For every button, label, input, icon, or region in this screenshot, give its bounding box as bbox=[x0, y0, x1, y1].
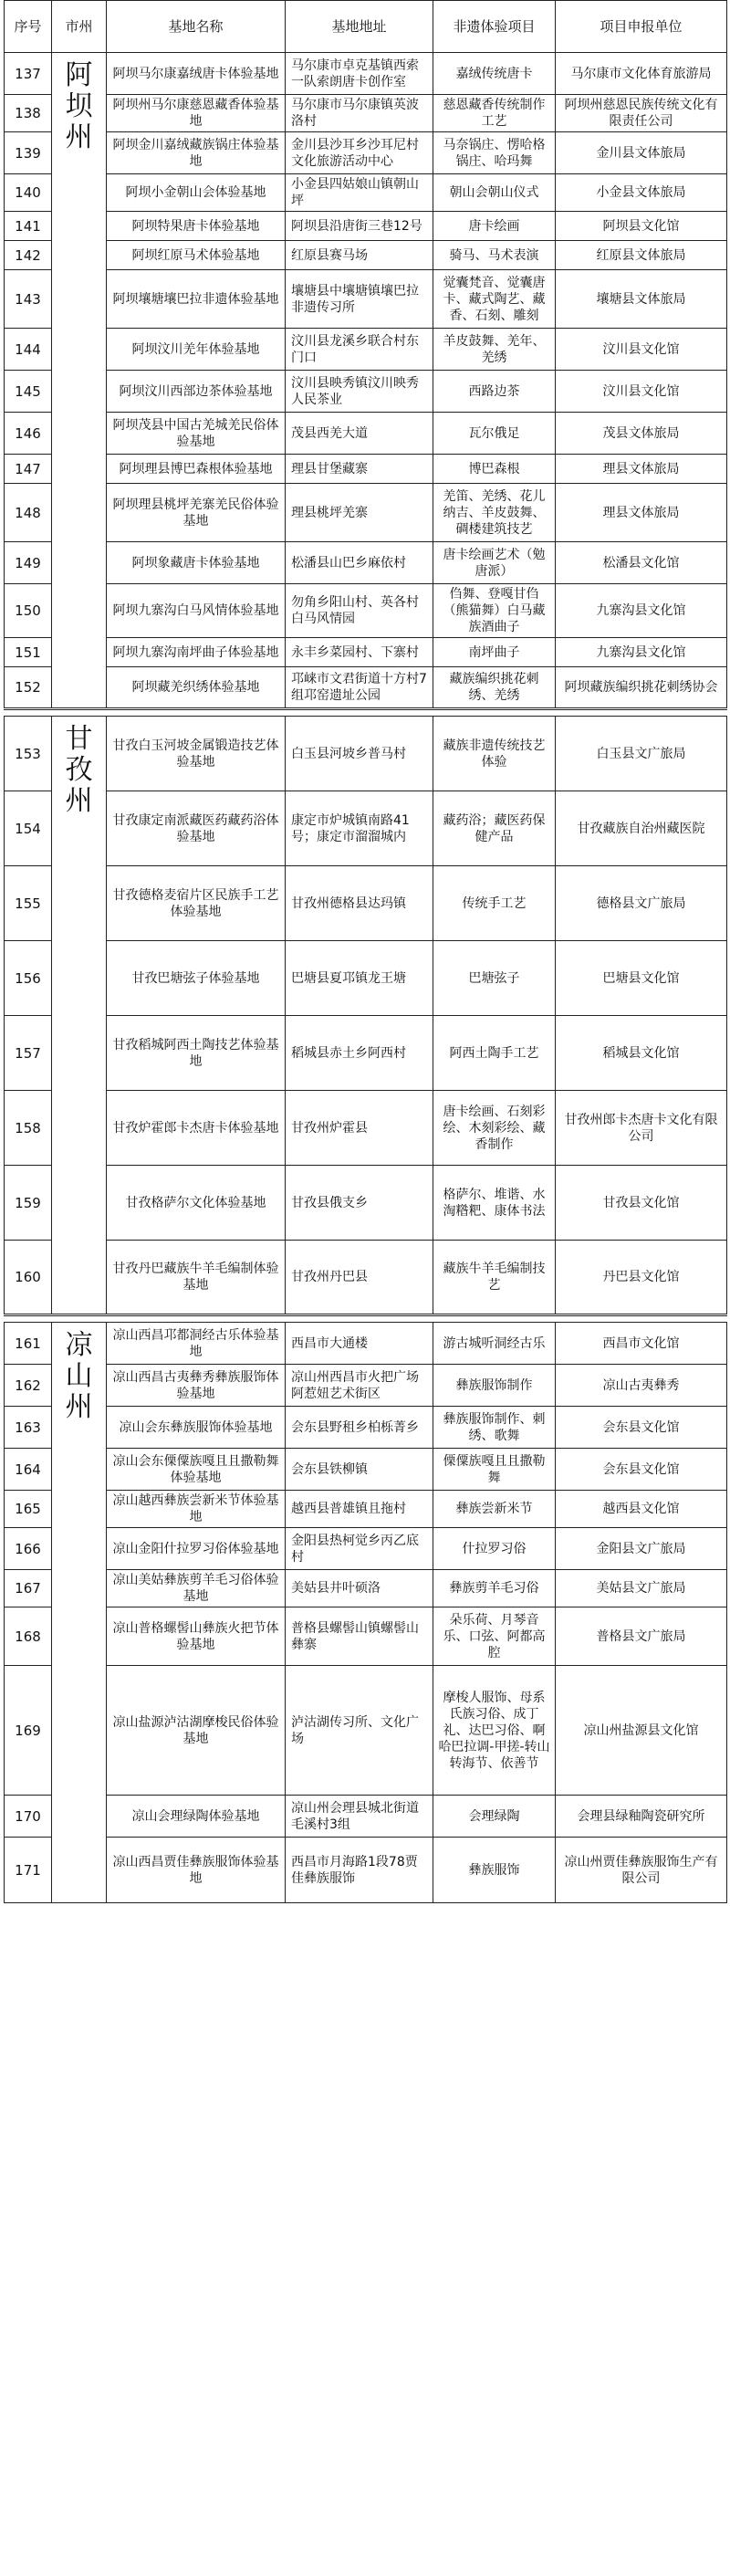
base-name: 甘孜稻城阿西土陶技艺体验基地 bbox=[107, 1016, 286, 1091]
base-name: 阿坝九寨沟南坪曲子体验基地 bbox=[107, 638, 286, 667]
base-name: 阿坝九寨沟白马风情体验基地 bbox=[107, 584, 286, 638]
heritage-project: 藏族非遗传统技艺体验 bbox=[433, 717, 556, 791]
base-name: 阿坝壤塘壤巴拉非遗体验基地 bbox=[107, 270, 286, 329]
heritage-project: 觉囊梵音、觉囊唐卡、藏式陶艺、藏香、石刻、雕刻 bbox=[433, 270, 556, 329]
row-number: 144 bbox=[5, 329, 52, 371]
heritage-project: 㑇舞、登嘎甘㑇（熊猫舞）白马藏族酒曲子 bbox=[433, 584, 556, 638]
base-name: 阿坝汶川西部边茶体验基地 bbox=[107, 371, 286, 413]
base-address: 理县甘堡藏寨 bbox=[286, 455, 433, 484]
table-row bbox=[5, 174, 727, 212]
row-number: 168 bbox=[5, 1607, 52, 1666]
base-name: 阿坝马尔康嘉绒唐卡体验基地 bbox=[107, 53, 286, 95]
base-address: 康定市炉城镇南路41号；康定市溜溜城内 bbox=[286, 791, 433, 866]
row-number: 159 bbox=[5, 1166, 52, 1241]
base-name: 阿坝金川嘉绒藏族锅庄体验基地 bbox=[107, 132, 286, 174]
heritage-project: 羌笛、羌绣、花儿纳吉、羊皮鼓舞、碉楼建筑技艺 bbox=[433, 484, 556, 542]
applicant-unit: 甘孜藏族自治州藏医院 bbox=[556, 791, 727, 866]
row-number: 156 bbox=[5, 941, 52, 1016]
heritage-project: 巴塘弦子 bbox=[433, 941, 556, 1016]
base-name: 阿坝理县博巴森根体验基地 bbox=[107, 455, 286, 484]
row-number: 167 bbox=[5, 1570, 52, 1607]
base-address: 永丰乡菜园村、下寨村 bbox=[286, 638, 433, 667]
table-row bbox=[5, 1570, 727, 1607]
base-address: 稻城县赤土乡阿西村 bbox=[286, 1016, 433, 1091]
row-number: 147 bbox=[5, 455, 52, 484]
base-address: 凉山州西昌市火把广场阿惹妞艺术街区 bbox=[286, 1365, 433, 1407]
applicant-unit: 凉山古夷彝秀 bbox=[556, 1365, 727, 1407]
applicant-unit: 德格县文广旅局 bbox=[556, 866, 727, 941]
row-number: 162 bbox=[5, 1365, 52, 1407]
table-row bbox=[5, 584, 727, 638]
heritage-project: 阿西土陶手工艺 bbox=[433, 1016, 556, 1091]
base-name: 凉山会东傈僳族嘎且且撒勒舞体验基地 bbox=[107, 1449, 286, 1491]
base-name: 凉山美姑彝族剪羊毛习俗体验基地 bbox=[107, 1570, 286, 1607]
applicant-unit: 马尔康市文化体育旅游局 bbox=[556, 53, 727, 95]
applicant-unit: 巴塘县文化馆 bbox=[556, 941, 727, 1016]
base-name: 甘孜巴塘弦子体验基地 bbox=[107, 941, 286, 1016]
applicant-unit: 壤塘县文体旅局 bbox=[556, 270, 727, 329]
table-row bbox=[5, 132, 727, 174]
table-row bbox=[5, 1449, 727, 1491]
applicant-unit: 甘孜州郎卡杰唐卡文化有限公司 bbox=[556, 1091, 727, 1166]
base-address: 汶川县龙溪乡联合村东门口 bbox=[286, 329, 433, 371]
heritage-project: 嘉绒传统唐卡 bbox=[433, 53, 556, 95]
base-address: 甘孜县俄支乡 bbox=[286, 1166, 433, 1241]
applicant-unit: 凉山州贾佳彝族服饰生产有限公司 bbox=[556, 1838, 727, 1903]
applicant-unit: 会东县文化馆 bbox=[556, 1407, 727, 1449]
row-number: 145 bbox=[5, 371, 52, 413]
heritage-project: 彝族剪羊毛习俗 bbox=[433, 1570, 556, 1607]
base-address: 凉山州会理县城北街道毛溪村3组 bbox=[286, 1796, 433, 1838]
table-row bbox=[5, 413, 727, 455]
table-row bbox=[5, 53, 727, 95]
separator-cell bbox=[5, 1315, 727, 1323]
applicant-unit: 汶川县文化馆 bbox=[556, 329, 727, 371]
base-address: 马尔康市卓克基镇西索一队索朗唐卡创作室 bbox=[286, 53, 433, 95]
base-name: 凉山金阳什拉罗习俗体验基地 bbox=[107, 1528, 286, 1570]
heritage-project: 博巴森根 bbox=[433, 455, 556, 484]
city-label: 凉山州 bbox=[65, 1329, 93, 1423]
base-name: 阿坝特果唐卡体验基地 bbox=[107, 212, 286, 241]
header-no: 序号 bbox=[5, 1, 52, 53]
applicant-unit: 稻城县文化馆 bbox=[556, 1016, 727, 1091]
table-row bbox=[5, 1241, 727, 1315]
heritage-project: 朵乐荷、月琴音乐、口弦、阿都高腔 bbox=[433, 1607, 556, 1666]
group-separator bbox=[5, 709, 727, 717]
base-name: 凉山越西彝族尝新米节体验基地 bbox=[107, 1491, 286, 1528]
table-row bbox=[5, 270, 727, 329]
city-cell bbox=[52, 717, 107, 1315]
heritage-project: 游古城听洞经古乐 bbox=[433, 1323, 556, 1365]
base-address: 勿角乡阳山村、英各村白马风情园 bbox=[286, 584, 433, 638]
header-city: 市州 bbox=[52, 1, 107, 53]
base-address: 理县桃坪羌寨 bbox=[286, 484, 433, 542]
heritage-project: 彝族服饰制作 bbox=[433, 1365, 556, 1407]
city-cell bbox=[52, 1323, 107, 1903]
base-name: 凉山会东彝族服饰体验基地 bbox=[107, 1407, 286, 1449]
applicant-unit: 阿坝县文化馆 bbox=[556, 212, 727, 241]
row-number: 161 bbox=[5, 1323, 52, 1365]
table-row bbox=[5, 1491, 727, 1528]
base-name: 甘孜康定南派藏医药藏药浴体验基地 bbox=[107, 791, 286, 866]
heritage-project: 藏药浴；藏医药保健产品 bbox=[433, 791, 556, 866]
base-name: 阿坝理县桃坪羌寨羌民俗体验基地 bbox=[107, 484, 286, 542]
table-body bbox=[5, 53, 727, 1903]
base-address: 金阳县热柯觉乡丙乙底村 bbox=[286, 1528, 433, 1570]
row-number: 149 bbox=[5, 542, 52, 584]
table-row bbox=[5, 455, 727, 484]
heritage-project: 唐卡绘画 bbox=[433, 212, 556, 241]
base-address: 越西县普雄镇且拖村 bbox=[286, 1491, 433, 1528]
heritage-project: 唐卡绘画艺术（勉唐派） bbox=[433, 542, 556, 584]
heritage-project: 藏族牛羊毛编制技艺 bbox=[433, 1241, 556, 1315]
heritage-project: 彝族尝新米节 bbox=[433, 1491, 556, 1528]
table-row bbox=[5, 1323, 727, 1365]
heritage-project: 会理绿陶 bbox=[433, 1796, 556, 1838]
applicant-unit: 阿坝藏族编织挑花刺绣协会 bbox=[556, 667, 727, 709]
table-row bbox=[5, 638, 727, 667]
heritage-project: 傈僳族嘎且且撒勒舞 bbox=[433, 1449, 556, 1491]
table-row bbox=[5, 791, 727, 866]
heritage-project: 彝族服饰制作、刺绣、歌舞 bbox=[433, 1407, 556, 1449]
row-number: 157 bbox=[5, 1016, 52, 1091]
heritage-project: 骑马、马术表演 bbox=[433, 241, 556, 270]
row-number: 166 bbox=[5, 1528, 52, 1570]
base-name: 阿坝红原马术体验基地 bbox=[107, 241, 286, 270]
base-address: 甘孜州德格县达玛镇 bbox=[286, 866, 433, 941]
row-number: 139 bbox=[5, 132, 52, 174]
row-number: 153 bbox=[5, 717, 52, 791]
base-name: 阿坝藏羌织绣体验基地 bbox=[107, 667, 286, 709]
base-address: 壤塘县中壤塘镇壤巴拉非遗传习所 bbox=[286, 270, 433, 329]
table-row bbox=[5, 371, 727, 413]
base-name: 阿坝州马尔康慈恩藏香体验基地 bbox=[107, 95, 286, 132]
row-number: 170 bbox=[5, 1796, 52, 1838]
base-name: 凉山普格螺髻山彝族火把节体验基地 bbox=[107, 1607, 286, 1666]
applicant-unit: 茂县文体旅局 bbox=[556, 413, 727, 455]
table-row bbox=[5, 1796, 727, 1838]
applicant-unit: 理县文体旅局 bbox=[556, 484, 727, 542]
base-address: 西昌市大通楼 bbox=[286, 1323, 433, 1365]
heritage-project: 唐卡绘画、石刻彩绘、木刻彩绘、藏香制作 bbox=[433, 1091, 556, 1166]
heritage-project: 马奈锅庄、愣哈格锅庄、哈玛舞 bbox=[433, 132, 556, 174]
row-number: 141 bbox=[5, 212, 52, 241]
base-address: 马尔康市马尔康镇英波洛村 bbox=[286, 95, 433, 132]
base-address: 甘孜州炉霍县 bbox=[286, 1091, 433, 1166]
heritage-project: 格萨尔、堆谐、水淘糌粑、康体书法 bbox=[433, 1166, 556, 1241]
applicant-unit: 红原县文体旅局 bbox=[556, 241, 727, 270]
base-address: 金川县沙耳乡沙耳尼村文化旅游活动中心 bbox=[286, 132, 433, 174]
row-number: 160 bbox=[5, 1241, 52, 1315]
base-name: 甘孜丹巴藏族牛羊毛编制体验基地 bbox=[107, 1241, 286, 1315]
table-row bbox=[5, 241, 727, 270]
header-base-address: 基地地址 bbox=[286, 1, 433, 53]
heritage-project: 西路边茶 bbox=[433, 371, 556, 413]
base-address: 小金县四姑娘山镇朝山坪 bbox=[286, 174, 433, 212]
header-base-name: 基地名称 bbox=[107, 1, 286, 53]
header-heritage-project: 非遗体验项目 bbox=[433, 1, 556, 53]
base-name: 凉山西昌古夷彝秀彝族服饰体验基地 bbox=[107, 1365, 286, 1407]
base-name: 凉山西昌邛都洞经古乐体验基地 bbox=[107, 1323, 286, 1365]
row-number: 158 bbox=[5, 1091, 52, 1166]
table-row bbox=[5, 866, 727, 941]
row-number: 138 bbox=[5, 95, 52, 132]
table-row bbox=[5, 941, 727, 1016]
table-row bbox=[5, 1407, 727, 1449]
base-address: 西昌市月海路1段78贾佳彝族服饰 bbox=[286, 1838, 433, 1903]
applicant-unit: 凉山州盐源县文化馆 bbox=[556, 1666, 727, 1796]
city-label: 阿坝州 bbox=[65, 59, 93, 153]
city-label: 甘孜州 bbox=[65, 723, 93, 817]
applicant-unit: 小金县文体旅局 bbox=[556, 174, 727, 212]
table-row bbox=[5, 1607, 727, 1666]
table-row bbox=[5, 484, 727, 542]
base-address: 美姑县井叶硕洛 bbox=[286, 1570, 433, 1607]
row-number: 164 bbox=[5, 1449, 52, 1491]
heritage-project: 朝山会朝山仪式 bbox=[433, 174, 556, 212]
header-applicant-unit: 项目申报单位 bbox=[556, 1, 727, 53]
group-separator bbox=[5, 1315, 727, 1323]
base-address: 普格县螺髻山镇螺髻山彝寨 bbox=[286, 1607, 433, 1666]
applicant-unit: 会理县绿釉陶瓷研究所 bbox=[556, 1796, 727, 1838]
applicant-unit: 九寨沟县文化馆 bbox=[556, 638, 727, 667]
table-header-row bbox=[5, 1, 727, 53]
applicant-unit: 甘孜县文化馆 bbox=[556, 1166, 727, 1241]
table-row bbox=[5, 1528, 727, 1570]
heritage-project: 瓦尔俄足 bbox=[433, 413, 556, 455]
row-number: 165 bbox=[5, 1491, 52, 1528]
row-number: 146 bbox=[5, 413, 52, 455]
applicant-unit: 汶川县文化馆 bbox=[556, 371, 727, 413]
applicant-unit: 白玉县文广旅局 bbox=[556, 717, 727, 791]
base-name: 凉山西昌贾佳彝族服饰体验基地 bbox=[107, 1838, 286, 1903]
row-number: 137 bbox=[5, 53, 52, 95]
heritage-project: 摩梭人服饰、母系氏族习俗、成丁礼、达巴习俗、啊哈巴拉调-甲搓-转山转海节、依善节 bbox=[433, 1666, 556, 1796]
city-cell bbox=[52, 53, 107, 709]
row-number: 148 bbox=[5, 484, 52, 542]
applicant-unit: 越西县文化馆 bbox=[556, 1491, 727, 1528]
table-row bbox=[5, 212, 727, 241]
applicant-unit: 美姑县文广旅局 bbox=[556, 1570, 727, 1607]
applicant-unit: 阿坝州慈恩民族传统文化有限责任公司 bbox=[556, 95, 727, 132]
table-row bbox=[5, 1091, 727, 1166]
base-address: 茂县西羌大道 bbox=[286, 413, 433, 455]
separator-cell bbox=[5, 709, 727, 717]
table-row bbox=[5, 1666, 727, 1796]
row-number: 143 bbox=[5, 270, 52, 329]
base-name: 阿坝汶川羌年体验基地 bbox=[107, 329, 286, 371]
applicant-unit: 丹巴县文化馆 bbox=[556, 1241, 727, 1315]
base-address: 红原县赛马场 bbox=[286, 241, 433, 270]
base-name: 甘孜炉霍郎卡杰唐卡体验基地 bbox=[107, 1091, 286, 1166]
heritage-project: 羊皮鼓舞、羌年、羌绣 bbox=[433, 329, 556, 371]
base-address: 邛崃市文君街道十方村7组邛窑遗址公园 bbox=[286, 667, 433, 709]
base-name: 凉山会理绿陶体验基地 bbox=[107, 1796, 286, 1838]
row-number: 155 bbox=[5, 866, 52, 941]
row-number: 152 bbox=[5, 667, 52, 709]
base-name: 阿坝茂县中国古羌城羌民俗体验基地 bbox=[107, 413, 286, 455]
table-row bbox=[5, 1016, 727, 1091]
table-row bbox=[5, 667, 727, 709]
applicant-unit: 金川县文体旅局 bbox=[556, 132, 727, 174]
table-row bbox=[5, 95, 727, 132]
heritage-base-table bbox=[4, 0, 727, 1903]
table-row bbox=[5, 1166, 727, 1241]
applicant-unit: 九寨沟县文化馆 bbox=[556, 584, 727, 638]
applicant-unit: 松潘县文化馆 bbox=[556, 542, 727, 584]
heritage-project: 南坪曲子 bbox=[433, 638, 556, 667]
heritage-project: 传统手工艺 bbox=[433, 866, 556, 941]
base-address: 甘孜州丹巴县 bbox=[286, 1241, 433, 1315]
applicant-unit: 西昌市文化馆 bbox=[556, 1323, 727, 1365]
applicant-unit: 金阳县文广旅局 bbox=[556, 1528, 727, 1570]
base-name: 阿坝小金朝山会体验基地 bbox=[107, 174, 286, 212]
heritage-project: 慈恩藏香传统制作工艺 bbox=[433, 95, 556, 132]
base-address: 会东县铁柳镇 bbox=[286, 1449, 433, 1491]
base-name: 甘孜格萨尔文化体验基地 bbox=[107, 1166, 286, 1241]
row-number: 171 bbox=[5, 1838, 52, 1903]
base-address: 白玉县河坡乡普马村 bbox=[286, 717, 433, 791]
base-name: 甘孜德格麦宿片区民族手工艺体验基地 bbox=[107, 866, 286, 941]
row-number: 142 bbox=[5, 241, 52, 270]
applicant-unit: 普格县文广旅局 bbox=[556, 1607, 727, 1666]
table-row bbox=[5, 1365, 727, 1407]
table-row bbox=[5, 542, 727, 584]
base-address: 巴塘县夏邛镇龙王塘 bbox=[286, 941, 433, 1016]
row-number: 140 bbox=[5, 174, 52, 212]
row-number: 150 bbox=[5, 584, 52, 638]
heritage-project: 彝族服饰 bbox=[433, 1838, 556, 1903]
base-name: 凉山盐源泸沽湖摩梭民俗体验基地 bbox=[107, 1666, 286, 1796]
row-number: 169 bbox=[5, 1666, 52, 1796]
row-number: 154 bbox=[5, 791, 52, 866]
base-name: 甘孜白玉河坡金属锻造技艺体验基地 bbox=[107, 717, 286, 791]
base-address: 泸沽湖传习所、文化广场 bbox=[286, 1666, 433, 1796]
row-number: 163 bbox=[5, 1407, 52, 1449]
row-number: 151 bbox=[5, 638, 52, 667]
base-address: 松潘县山巴乡麻依村 bbox=[286, 542, 433, 584]
base-name: 阿坝象藏唐卡体验基地 bbox=[107, 542, 286, 584]
base-address: 汶川县映秀镇汶川映秀人民茶业 bbox=[286, 371, 433, 413]
table-row bbox=[5, 1838, 727, 1903]
applicant-unit: 理县文体旅局 bbox=[556, 455, 727, 484]
heritage-project: 什拉罗习俗 bbox=[433, 1528, 556, 1570]
table-row bbox=[5, 329, 727, 371]
applicant-unit: 会东县文化馆 bbox=[556, 1449, 727, 1491]
table-row bbox=[5, 717, 727, 791]
base-address: 会东县野租乡柏栎菁乡 bbox=[286, 1407, 433, 1449]
heritage-project: 藏族编织挑花刺绣、羌绣 bbox=[433, 667, 556, 709]
base-address: 阿坝县沿唐街三巷12号 bbox=[286, 212, 433, 241]
